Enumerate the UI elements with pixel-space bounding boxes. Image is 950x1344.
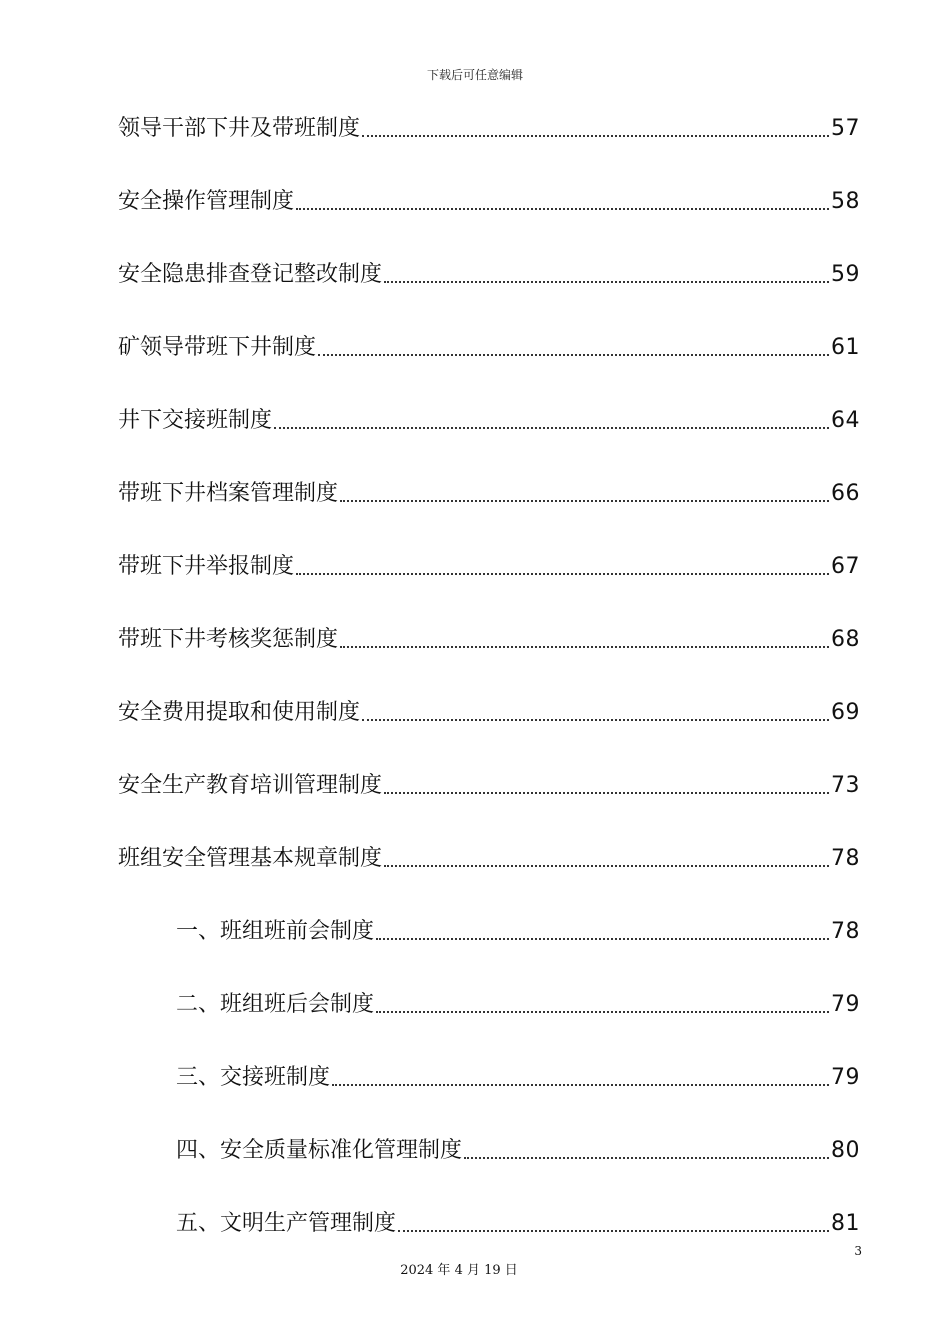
toc-entry-page: 67 — [831, 554, 860, 579]
toc-entry-title: 带班下井举报制度 — [118, 554, 295, 579]
toc-entry[interactable] — [118, 100, 860, 144]
toc-entry[interactable] — [118, 319, 860, 363]
footer-date: 2024 年 4 月 19 日 — [400, 1263, 518, 1278]
toc-entry[interactable] — [118, 173, 860, 217]
toc-entry[interactable] — [118, 757, 860, 801]
toc-dot-leader — [296, 208, 829, 210]
toc-entry-title: 一、班组班前会制度 — [176, 919, 375, 944]
toc-dot-leader — [362, 135, 829, 137]
toc-subentry[interactable] — [176, 903, 860, 947]
toc-entry-title: 三、交接班制度 — [176, 1065, 331, 1090]
toc-entry-page: 61 — [831, 335, 860, 360]
toc-subentry[interactable] — [176, 1122, 860, 1166]
toc-subentry[interactable] — [176, 1049, 860, 1093]
toc-dot-leader — [362, 719, 829, 721]
toc-entry-page: 64 — [831, 408, 860, 433]
toc-dot-leader — [384, 865, 829, 867]
toc-entry-title: 安全费用提取和使用制度 — [118, 700, 361, 725]
toc-entry-title: 班组安全管理基本规章制度 — [118, 846, 383, 871]
toc-entry[interactable] — [118, 611, 860, 655]
toc-entry-title: 五、文明生产管理制度 — [176, 1211, 397, 1236]
toc-entry-title: 二、班组班后会制度 — [176, 992, 375, 1017]
toc-dot-leader — [464, 1157, 829, 1159]
toc-dot-leader — [376, 938, 829, 940]
toc-entry-title: 安全生产教育培训管理制度 — [118, 773, 383, 798]
toc-entry-page: 58 — [831, 189, 860, 214]
toc-entry-page: 68 — [831, 627, 860, 652]
toc-entry-page: 69 — [831, 700, 860, 725]
toc-dot-leader — [340, 646, 829, 648]
toc-entry[interactable] — [118, 684, 860, 728]
toc-entry-title: 带班下井考核奖惩制度 — [118, 627, 339, 652]
toc-entry-page: 78 — [831, 846, 860, 871]
toc-subentry[interactable] — [176, 1195, 860, 1239]
toc-dot-leader — [296, 573, 829, 575]
toc-entry[interactable] — [118, 830, 860, 874]
toc-entry-page: 66 — [831, 481, 860, 506]
toc-dot-leader — [274, 427, 829, 429]
page-number: 3 — [854, 1244, 862, 1258]
toc-entry-page: 79 — [831, 992, 860, 1017]
page-header: 下载后可任意编辑 — [426, 68, 523, 82]
toc-dot-leader — [384, 792, 829, 794]
toc-entry-title: 四、安全质量标准化管理制度 — [176, 1138, 463, 1163]
toc-entry-title: 安全操作管理制度 — [118, 189, 295, 214]
toc-entry-title: 安全隐患排查登记整改制度 — [118, 262, 383, 287]
toc-entry-page: 80 — [831, 1138, 860, 1163]
toc-entry-page: 79 — [831, 1065, 860, 1090]
toc-entry-title: 矿领导带班下井制度 — [118, 335, 317, 360]
toc-entry-title: 井下交接班制度 — [118, 408, 273, 433]
toc-entry-page: 78 — [831, 919, 860, 944]
toc-entry-page: 57 — [831, 116, 860, 141]
toc-subentry[interactable] — [176, 976, 860, 1020]
toc-dot-leader — [384, 281, 829, 283]
toc-entry[interactable] — [118, 465, 860, 509]
toc-entry[interactable] — [118, 246, 860, 290]
toc-dot-leader — [332, 1084, 829, 1086]
toc-entry-title: 领导干部下井及带班制度 — [118, 116, 361, 141]
toc-entry-page: 59 — [831, 262, 860, 287]
toc-entry-page: 73 — [831, 773, 860, 798]
toc-entry[interactable] — [118, 392, 860, 436]
toc-entry-page: 81 — [831, 1211, 860, 1236]
toc-dot-leader — [340, 500, 829, 502]
toc-dot-leader — [376, 1011, 829, 1013]
toc-dot-leader — [398, 1230, 829, 1232]
toc-dot-leader — [318, 354, 829, 356]
toc-entry[interactable] — [118, 538, 860, 582]
toc-entry-title: 带班下井档案管理制度 — [118, 481, 339, 506]
